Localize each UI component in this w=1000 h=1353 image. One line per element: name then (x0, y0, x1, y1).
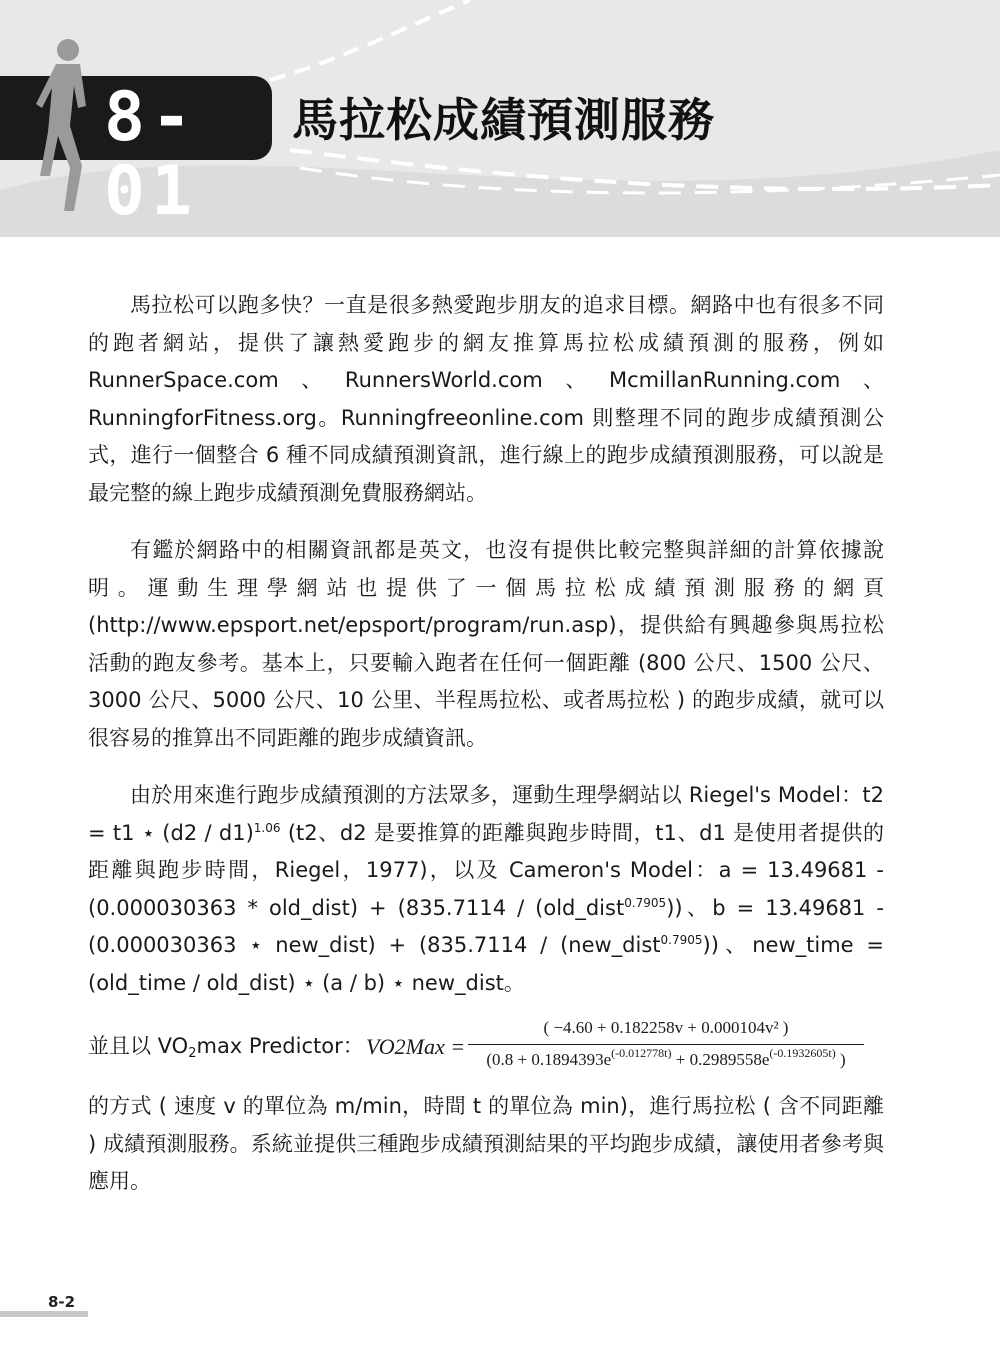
denominator-exp2: (-0.1932605t) (769, 1046, 836, 1060)
formula-numerator: ( −4.60 + 0.182258v + 0.000104v² ) (543, 1018, 789, 1037)
formula-fraction (468, 1014, 864, 1075)
vo2max-formula (88, 1014, 884, 1076)
formula-lhs: VO2Max = (366, 1034, 466, 1059)
paragraph-conclusion: 的方式 ( 速度 v 的單位為 m/min，時間 t 的單位為 min)，進行馬拉松 ( 含不同距離 ) 成績預測服務。系統並提供三種跑步成績預測結果的平均跑步成績，讓使用者參考與應用。 (88, 1094, 884, 1193)
denominator-a: (0.8 + 0.1894393e (486, 1050, 612, 1069)
models-text-b: (t2、d2 是要推算的距離與跑步時間，t1、d1 是使用者提供的距離與跑步時間，Riegel，1977)，以及 Cameron's Model：a = 13.49681 - (0.000030363 * old_dist) + (835.7114 / (old_dist (88, 820, 884, 920)
page-number-rule (0, 1311, 88, 1317)
body-text (88, 287, 884, 1201)
chapter-number: 8-01 (104, 78, 198, 231)
formula-lead (88, 1028, 364, 1066)
formula-lead-a: 並且以 VO (88, 1034, 189, 1058)
denominator-c: ) (835, 1050, 846, 1069)
denominator-exp1: (-0.012778t) (611, 1046, 672, 1060)
exponent-3: 0.7905 (660, 933, 703, 947)
page-number: 8-2 (48, 1293, 76, 1311)
paragraph-website: 有鑑於網路中的相關資訊都是英文，也沒有提供比較完整與詳細的計算依據說明。運動生理學網站也提供了一個馬拉松成績預測服務的網頁 (http://www.epsport.net/epsport/program/run.asp)，提供給有興趣參與馬拉松活動的跑友參考。基本上，只要輸入跑者在任何一個距離 (800 公尺、1500 公尺、3000 公尺、5000 公尺、10 公里、半程馬拉松、或者馬拉松 ) 的跑步成績，就可以很容易的推算出不同距離的跑步成績資訊。 (88, 538, 884, 750)
models-text-d: ))、new_time = (old_time / old_dist) ⋆ (a / b) ⋆ new_dist。 (88, 933, 884, 995)
exponent-1: 1.06 (253, 820, 281, 835)
models-text-a: 由於用來進行跑步成績預測的方法眾多，運動生理學網站以 Riegel's Model：t2 = t1 ⋆ (d2 / d1) (88, 783, 884, 845)
chapter-header (0, 0, 1000, 237)
runner-silhouette-icon (28, 36, 98, 216)
formula-lead-b: max Predictor： (196, 1034, 364, 1058)
paragraph-intro: 馬拉松可以跑多快？一直是很多熱愛跑步朋友的追求目標。網路中也有很多不同的跑者網站，提供了讓熱愛跑步的網友推算馬拉松成績預測的服務，例如 RunnerSpace.com、RunnersWorld.com、McmillanRunning.com、RunningforFitness.org。Runningfreeonline.com 則整理不同的跑步成績預測公式，進行一個整合 6 種不同成績預測資訊，進行線上的跑步成績預測服務，可以說是最完整的線上跑步成績預測免費服務網站。 (88, 293, 884, 505)
denominator-b: + 0.2989558e (671, 1050, 770, 1069)
models-text-c: ))、b = 13.49681 - (0.000030363 ⋆ new_dist) + (835.7114 / (new_dist (88, 895, 884, 957)
exponent-2: 0.7905 (624, 895, 667, 910)
paragraph-models (88, 777, 884, 1002)
formula-lead-sub: 2 (188, 1046, 197, 1061)
formula-denominator (468, 1045, 864, 1075)
chapter-title: 馬拉松成績預測服務 (292, 93, 715, 147)
